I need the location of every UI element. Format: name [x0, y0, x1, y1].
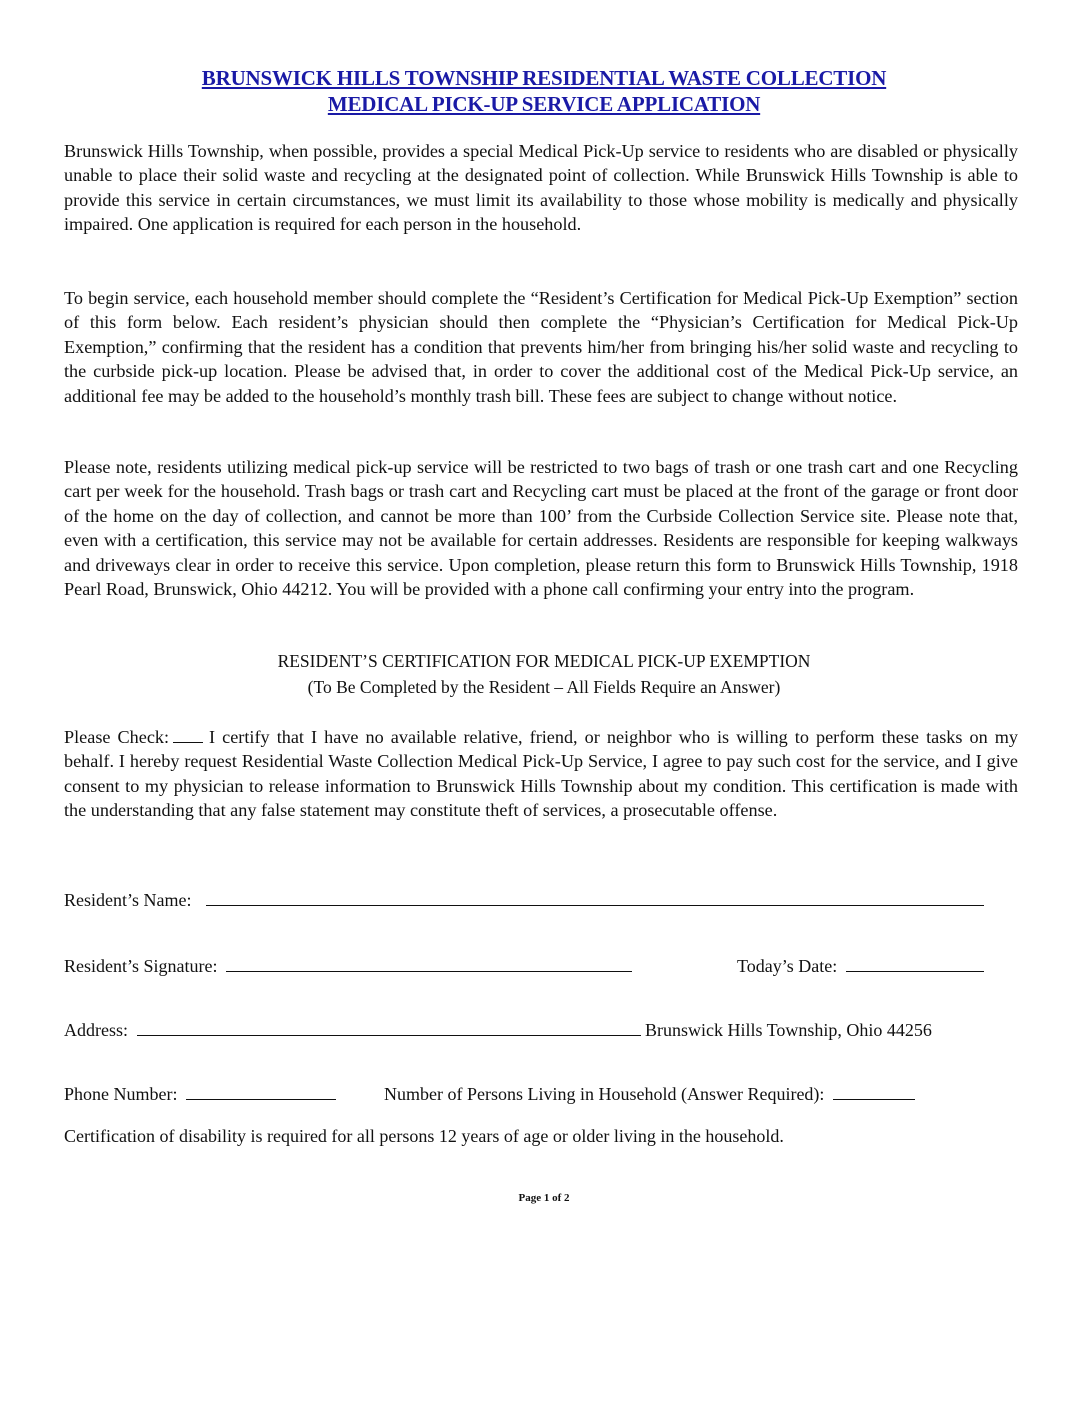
check-label: Please Check:: [64, 727, 170, 747]
section-subheading: (To Be Completed by the Resident – All Fields Require an Answer): [307, 677, 781, 697]
resident-name-label: Resident’s Name:: [64, 890, 192, 910]
certification-paragraph: [64, 725, 1018, 823]
todays-date-label: Today’s Date:: [737, 956, 838, 976]
instructions-paragraph: To begin service, each household member should complete the “Resident’s Certification for Medical Pick-Up Exemption” section of this form below. Each resident’s physician should then complete the “Physician’s Certification for Medical Pick-Up Exemption,” confirming that the resident has a condition that prevents him/her from bringing his/her solid waste and recycling to the curbside pick-up location. Please be advised that, in order to cover the additional cost of the Medical Pick-Up service, an additional fee may be added to the household’s monthly trash bill. These fees are subject to change without notice.: [64, 288, 1018, 406]
resident-signature-field[interactable]: [226, 955, 632, 972]
page-number: Page 1 of 2: [518, 1192, 570, 1204]
persons-row: [384, 1083, 915, 1105]
resident-signature-label: Resident’s Signature:: [64, 956, 218, 976]
phone-row: [64, 1083, 336, 1105]
section-heading: RESIDENT’S CERTIFICATION FOR MEDICAL PICK-UP EXEMPTION: [277, 651, 811, 671]
phone-number-field[interactable]: [186, 1083, 336, 1100]
phone-number-label: Phone Number:: [64, 1084, 178, 1104]
address-label: Address:: [64, 1020, 128, 1040]
disability-note: Certification of disability is required for all persons 12 years of age or older living in the household.: [64, 1126, 784, 1146]
persons-in-household-field[interactable]: [833, 1083, 915, 1100]
certify-checkbox-blank[interactable]: [173, 728, 203, 743]
document-title-line2: MEDICAL PICK-UP SERVICE APPLICATION: [327, 92, 761, 116]
persons-in-household-label: Number of Persons Living in Household (Answer Required):: [384, 1084, 825, 1104]
date-row: [737, 955, 984, 977]
resident-name-row: [64, 889, 984, 911]
todays-date-field[interactable]: [846, 955, 984, 972]
address-field[interactable]: [137, 1019, 641, 1036]
address-suffix: Brunswick Hills Township, Ohio 44256: [645, 1020, 932, 1040]
document-title-line1: BRUNSWICK HILLS TOWNSHIP RESIDENTIAL WASTE COLLECTION: [201, 66, 887, 90]
certification-text: I certify that I have no available relative, friend, or neighbor who is willing to perform these tasks on my behalf. I hereby request Residential Waste Collection Medical Pick-Up Service, I agree to pay such cost for the service, and I give consent to my physician to release information to Brunswick Hills Township about my condition. This certification is made with the understanding that any false statement may constitute theft of services, a prosecutable offense.: [64, 727, 1018, 821]
resident-name-field[interactable]: [206, 889, 984, 906]
address-row: [64, 1019, 932, 1041]
restrictions-paragraph: Please note, residents utilizing medical pick-up service will be restricted to two bags of trash or one trash cart and one Recycling cart per week for the household. Trash bags or trash cart and Recycling cart must be placed at the front of the garage or front door of the home on the day of collection, and cannot be more than 100’ from the Curbside Collection Service site. Please note that, even with a certification, this service may not be available for certain addresses. Residents are responsible for keeping walkways and driveways clear in order to receive this service. Upon completion, please return this form to Brunswick Hills Township, 1918 Pearl Road, Brunswick, Ohio 44212. You will be provided with a phone call confirming your entry into the program.: [64, 457, 1018, 600]
intro-paragraph: Brunswick Hills Township, when possible, provides a special Medical Pick-Up service to residents who are disabled or physically unable to place their solid waste and recycling at the designated point of collection. While Brunswick Hills Township is able to provide this service in certain circumstances, we must limit its availability to those whose mobility is medically and physically impaired. One application is required for each person in the household.: [64, 141, 1018, 235]
signature-row: [64, 955, 632, 977]
